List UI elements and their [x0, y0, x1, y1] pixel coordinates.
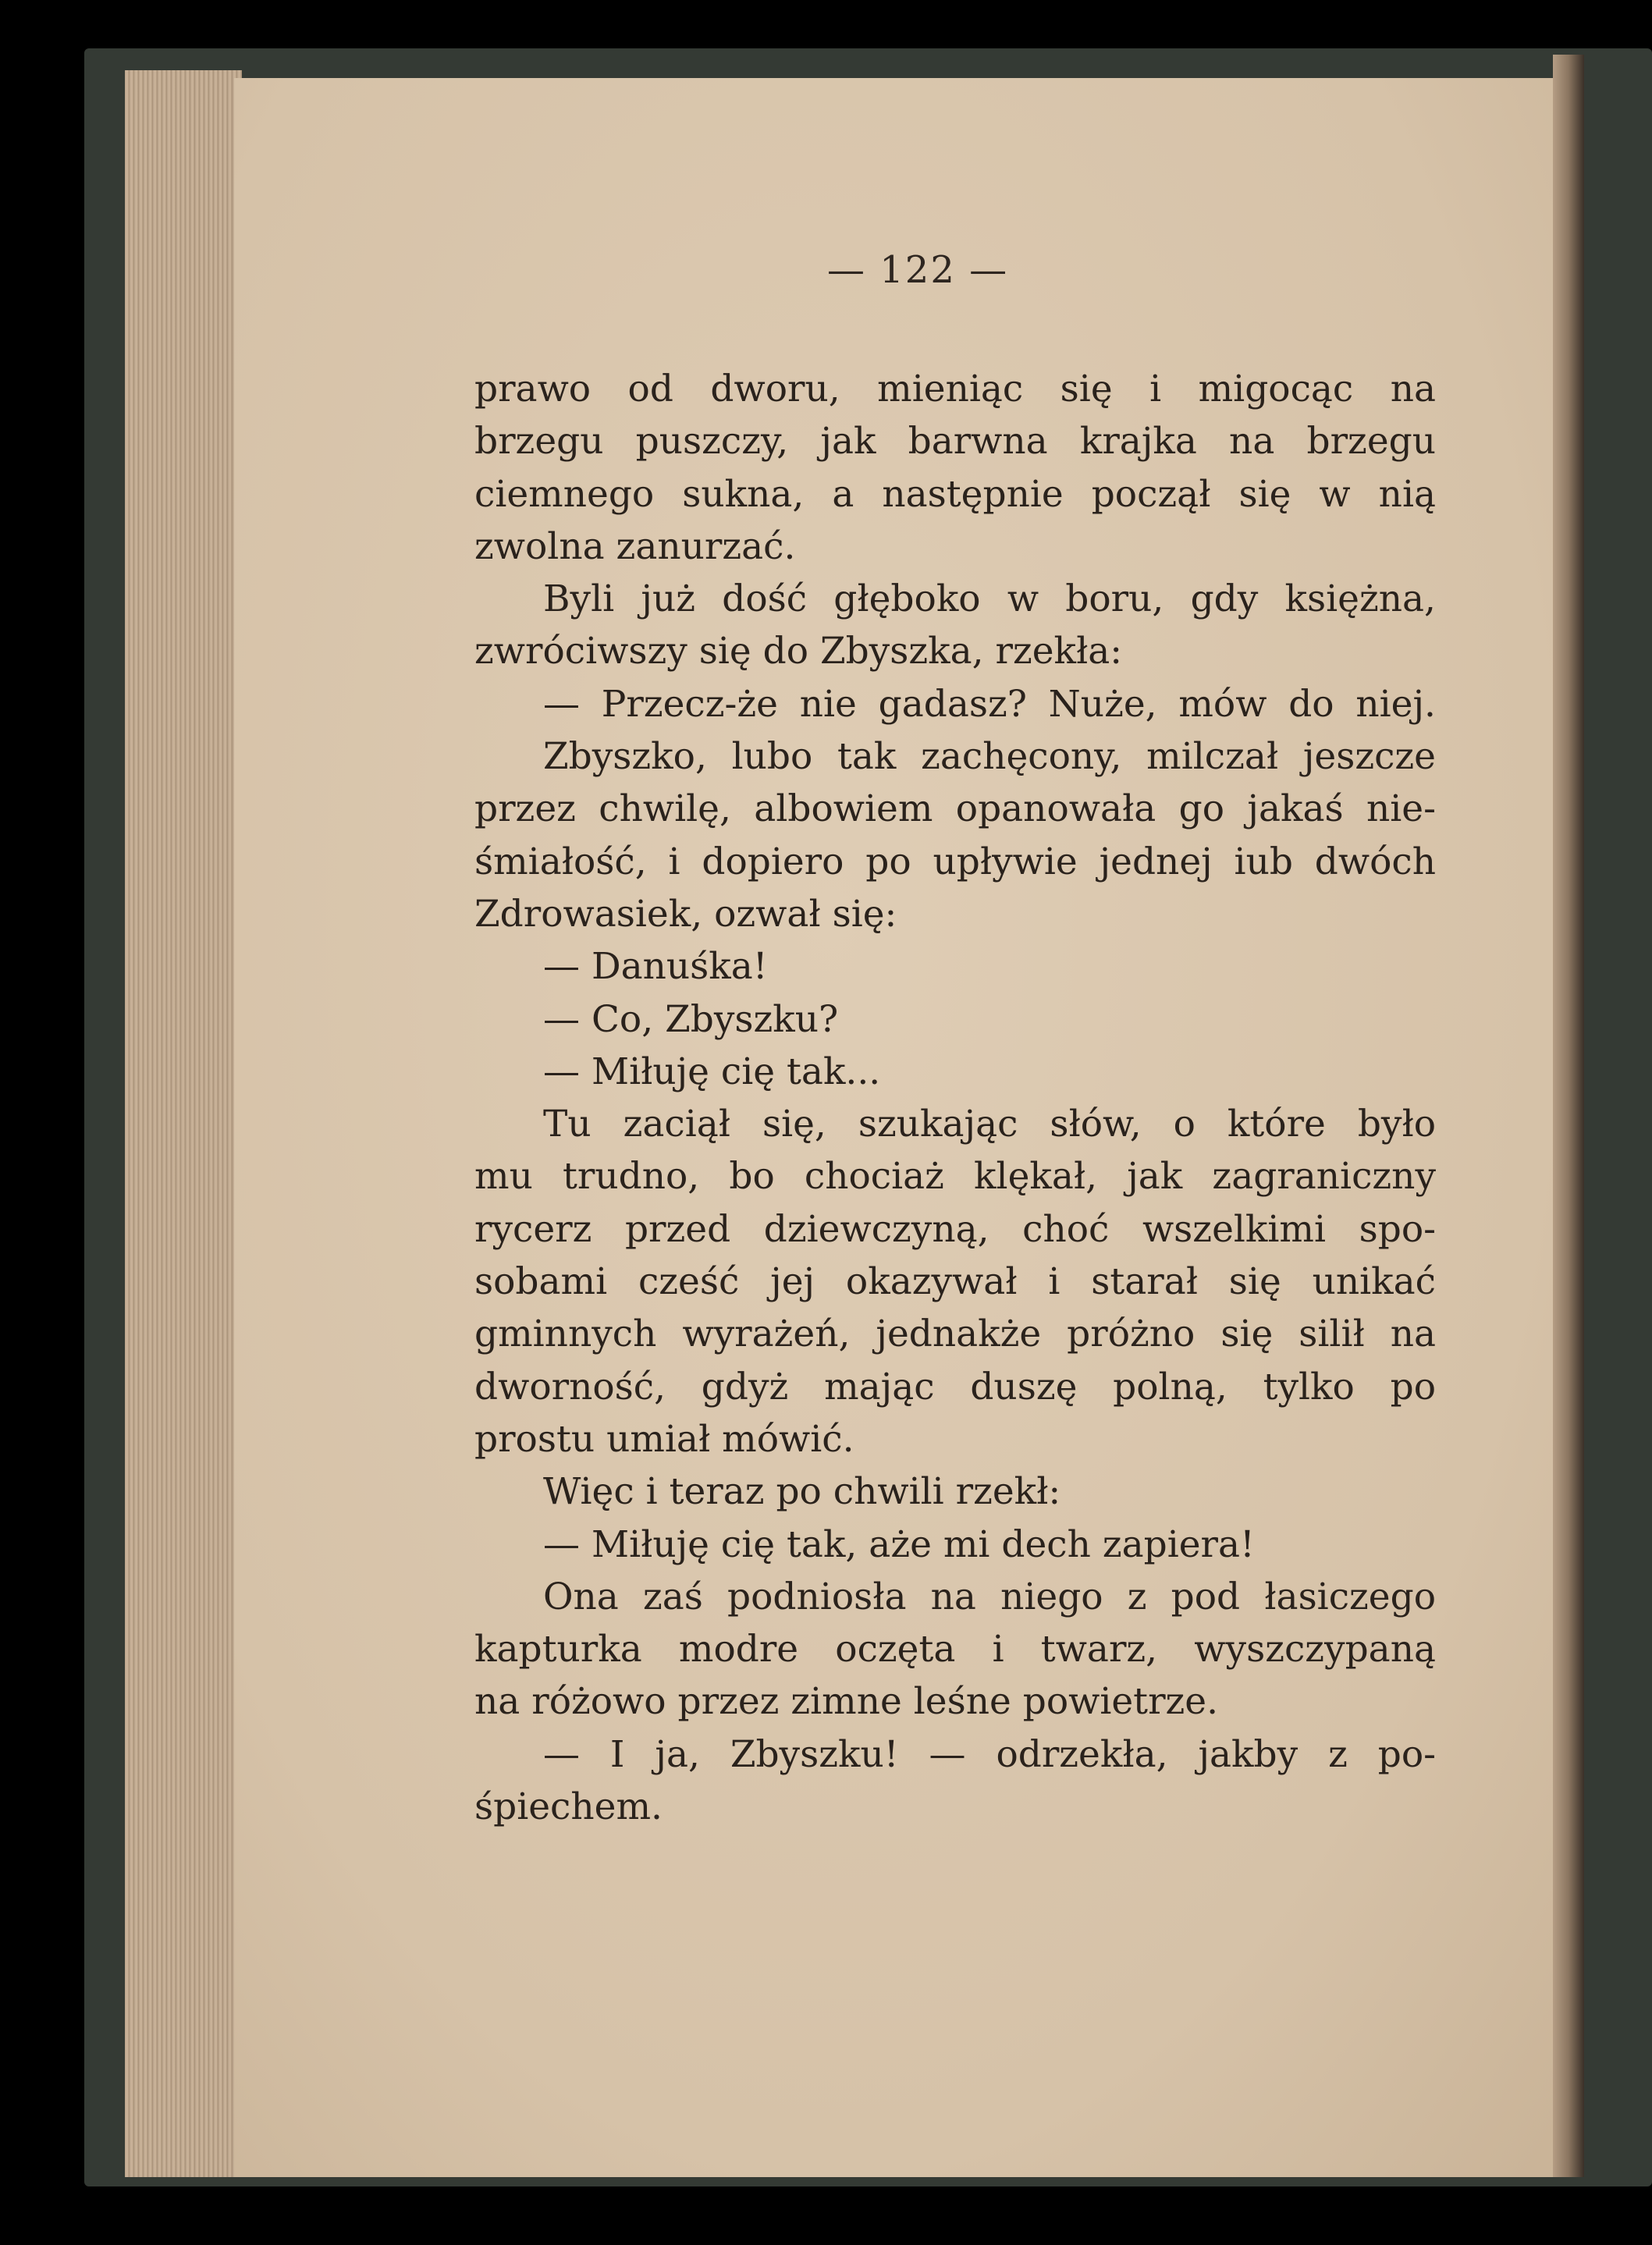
- text-line: — Danuśka!: [543, 945, 768, 989]
- text-line: — Miłuję cię tak, aże mi dech zapiera!: [543, 1522, 1255, 1566]
- text-line: na różowo przez zimne leśne powietrze.: [474, 1680, 1219, 1724]
- text-line: — I ja, Zbyszku! — odrzekła, jakby z po-: [543, 1732, 1436, 1776]
- text-line: Więc i teraz po chwili rzekł:: [543, 1470, 1061, 1514]
- text-line: Tu zaciął się, szukając słów, o które było: [543, 1103, 1436, 1146]
- text-line: brzegu puszczy, jak barwna krajka na brzegu: [474, 420, 1436, 464]
- text-line: zwolna zanurzać.: [474, 524, 796, 568]
- book-spine-gutter: [1553, 55, 1584, 2177]
- page-number: — 122 —: [827, 248, 1009, 292]
- text-line: mu trudno, bo chociaż klękał, jak zagraniczny: [474, 1155, 1436, 1199]
- text-line: prawo od dworu, mieniąc się i migocąc na: [474, 368, 1436, 410]
- page-edges: [125, 70, 242, 2177]
- text-line: — Miłuję cię tak...: [543, 1050, 881, 1093]
- text-line: Ona zaś podniosła na niego z pod łasiczego: [543, 1575, 1436, 1618]
- text-line: prostu umiał mówić.: [474, 1417, 854, 1461]
- text-line: śmiałość, i dopiero po upływie jednej iub dwóch: [474, 840, 1436, 883]
- text-line: — Przecz-że nie gadasz? Nuże, mów do niej.: [543, 682, 1436, 726]
- page-text: [474, 363, 1436, 1833]
- text-line: rycerz przed dziewczyną, choć wszelkimi spo-: [474, 1207, 1436, 1251]
- text-line: przez chwilę, albowiem opanowała go jakaś nie-: [474, 787, 1436, 831]
- text-line: gminnych wyrażeń, jednakże próżno się silił na: [474, 1313, 1436, 1356]
- text-line: dworność, gdyż mając duszę polną, tylko po: [474, 1365, 1436, 1408]
- text-line: Byli już dość głęboko w boru, gdy księżna,: [543, 577, 1436, 621]
- text-line: zwróciwszy się do Zbyszka, rzekła:: [474, 630, 1123, 673]
- text-line: kapturka modre oczęta i twarz, wyszczypaną: [474, 1628, 1436, 1671]
- text-line: ciemnego sukna, a następnie począł się w nią: [474, 472, 1436, 516]
- text-line: sobami cześć jej okazywał i starał się unikać: [474, 1260, 1436, 1304]
- text-line: — Co, Zbyszku?: [543, 997, 839, 1041]
- text-line: Zbyszko, lubo tak zachęcony, milczał jeszcze: [543, 735, 1436, 779]
- text-line: śpiechem.: [474, 1785, 663, 1829]
- text-line: Zdrowasiek, ozwał się:: [474, 892, 897, 936]
